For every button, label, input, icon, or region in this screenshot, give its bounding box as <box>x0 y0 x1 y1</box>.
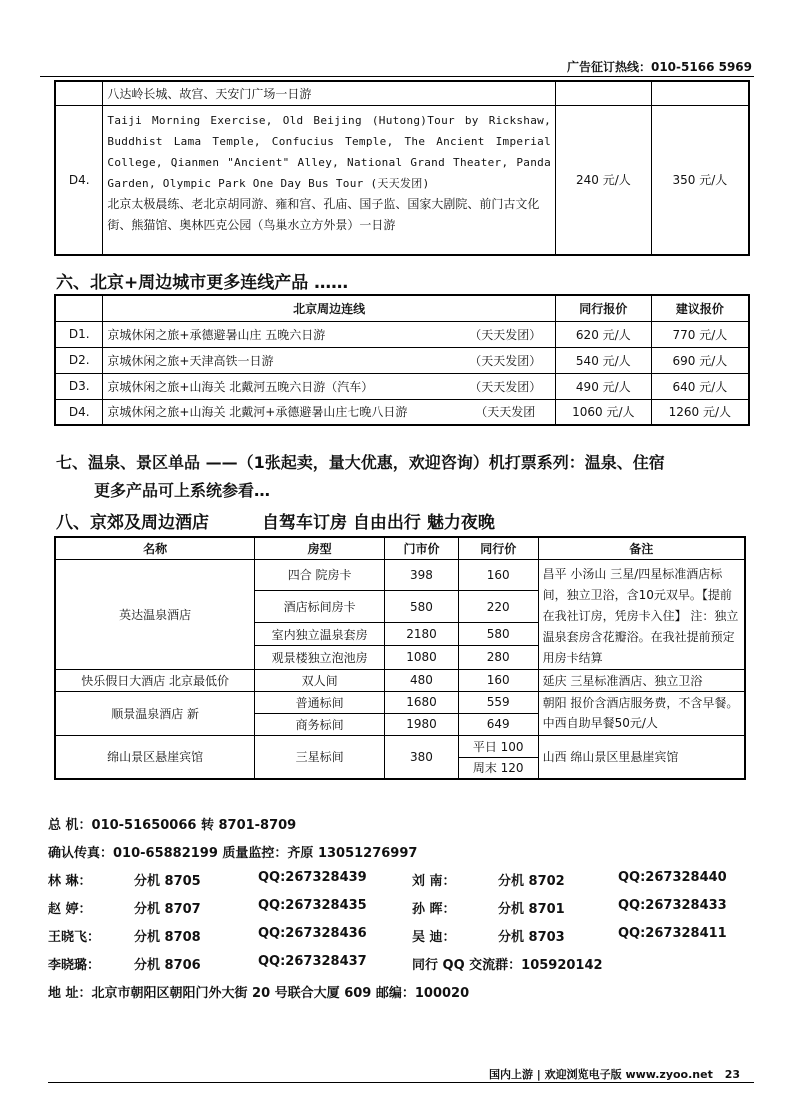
header-hotline: 广告征订热线：010-5166 5969 <box>566 60 752 74</box>
route-name: 京城休闲之旅+山海关 北戴河五晚六日游（汽车） <box>103 373 456 399</box>
route-name: 京城休闲之旅+承德避暑山庄 五晚六日游 <box>103 321 456 347</box>
tour-suggest-price: 350 元/人 <box>651 105 749 255</box>
door-price: 480 <box>385 669 459 691</box>
room-type: 三星标间 <box>255 735 385 779</box>
door-price: 2180 <box>385 622 459 645</box>
header-divider <box>40 76 754 77</box>
hotel-note: 昌平 小汤山 三星/四星标准酒店标间，独立卫浴，含10元双早。【提前在我社订房，凭房卡入住】 注：独立温泉套房含花瓣浴。在我社提前预定用房卡结算 <box>538 559 745 669</box>
room-type: 双人间 <box>255 669 385 691</box>
table-row <box>55 347 749 373</box>
contact-name: 林 琳： <box>48 874 92 889</box>
hotel-name: 顺景温泉酒店 新 <box>55 691 255 735</box>
route-name: 京城休闲之旅+山海关 北戴河+承德避暑山庄七晚八日游 <box>103 399 456 425</box>
route-code: D4. <box>55 399 103 425</box>
table-row <box>55 373 749 399</box>
contact-address: 地 址：北京市朝阳区朝阳门外大街 20 号联合大厦 609 邮编：100020 <box>48 986 470 1001</box>
route-frequency: （天天发团） <box>456 373 556 399</box>
page-number: 23 <box>724 1068 740 1081</box>
tour-code: D4. <box>55 105 103 255</box>
route-suggest-price: 1260 元/人 <box>651 399 749 425</box>
route-name: 京城休闲之旅+天津高铁一日游 <box>103 347 456 373</box>
route-code: D2. <box>55 347 103 373</box>
table-row <box>55 105 749 255</box>
table-row <box>55 691 745 713</box>
contact-qq: QQ:267328440 <box>618 870 727 885</box>
door-price: 1980 <box>385 713 459 735</box>
contact-main-line: 总 机：010-51650066 转 8701-8709 <box>48 818 297 833</box>
qq-group: 同行 QQ 交流群：105920142 <box>412 958 603 973</box>
table-row <box>55 669 745 691</box>
route-suggest-price: 640 元/人 <box>651 373 749 399</box>
contact-ext: 分机 8705 <box>134 874 201 889</box>
hotel-name: 英达温泉酒店 <box>55 559 255 669</box>
col-header-room: 房型 <box>255 537 385 559</box>
peer-price: 580 <box>458 622 538 645</box>
route-suggest-price: 690 元/人 <box>651 347 749 373</box>
contact-name: 王晓飞： <box>48 930 101 945</box>
section7-line1: 七、温泉、景区单品 ——（1张起卖，量大优惠，欢迎咨询）机打票系列：温泉、住宿 <box>56 453 665 472</box>
contact-qq: QQ:267328411 <box>618 926 727 941</box>
contact-ext: 分机 8702 <box>498 874 565 889</box>
section8-title: 八、京郊及周边酒店 <box>56 513 209 533</box>
col-header-door: 门市价 <box>385 537 459 559</box>
door-price: 1680 <box>385 691 459 713</box>
contact-fax-line: 确认传真：010-65882199 质量监控：齐原 13051276997 <box>48 846 418 861</box>
room-type: 普通标间 <box>255 691 385 713</box>
col-header-route: 北京周边连线 <box>103 295 556 321</box>
col-header-name: 名称 <box>55 537 255 559</box>
route-code: D1. <box>55 321 103 347</box>
room-type: 酒店标间房卡 <box>255 591 385 623</box>
table-row <box>55 81 749 105</box>
col-header-suggest: 建议报价 <box>651 295 749 321</box>
contact-ext: 分机 8706 <box>134 958 201 973</box>
tour-description-en: Taiji Morning Exercise, Old Beijing (Hutong)Tour by Rickshaw, Buddhist Lama Temple, Confucius Temple, The Ancient Imperial College, Qianmen "Ancient" Alley, National Grand Theater, Panda Garden, Olympic Park One Day Bus Tour (天天发团) <box>107 113 551 190</box>
contact-name: 李晓璐： <box>48 958 101 973</box>
door-price: 380 <box>385 735 459 779</box>
footer-divider <box>48 1082 754 1083</box>
peer-price: 559 <box>458 691 538 713</box>
contact-ext: 分机 8701 <box>498 902 565 917</box>
footer-text: 国内上游 | 欢迎浏览电子版 www.zyoo.net <box>488 1068 713 1081</box>
table-row <box>55 321 749 347</box>
contact-qq: QQ:267328435 <box>258 898 367 913</box>
tour-peer-price: 240 元/人 <box>556 105 652 255</box>
contact-ext: 分机 8708 <box>134 930 201 945</box>
table-row <box>55 399 749 425</box>
route-peer-price: 1060 元/人 <box>555 399 651 425</box>
hotel-note: 延庆 三星标准酒店、独立卫浴 <box>538 669 745 691</box>
contact-name: 刘 南： <box>412 874 456 889</box>
route-frequency: （天天发团） <box>456 321 556 347</box>
door-price: 580 <box>385 591 459 623</box>
tour-description-cn: 北京太极晨练、老北京胡同游、雍和宫、孔庙、国子监、国家大剧院、前门古文化街、熊猫馆、奥林匹克公园（鸟巢水立方外景）一日游 <box>107 196 540 232</box>
door-price: 398 <box>385 559 459 591</box>
col-header-peer: 同行价 <box>458 537 538 559</box>
contact-ext: 分机 8703 <box>498 930 565 945</box>
peer-price: 160 <box>458 559 538 591</box>
peer-price-weekday: 平日 100 <box>458 735 538 757</box>
footer <box>489 1066 740 1082</box>
room-type: 商务标间 <box>255 713 385 735</box>
hotel-name: 绵山景区悬崖宾馆 <box>55 735 255 779</box>
route-suggest-price: 770 元/人 <box>651 321 749 347</box>
route-peer-price: 490 元/人 <box>555 373 651 399</box>
contact-qq: QQ:267328439 <box>258 870 367 885</box>
peer-price: 160 <box>458 669 538 691</box>
contact-name: 吴 迪： <box>412 930 456 945</box>
room-type: 观景楼独立泡池房 <box>255 646 385 669</box>
hotel-note: 山西 绵山景区里悬崖宾馆 <box>538 735 745 779</box>
hotel-name: 快乐假日大酒店 北京最低价 <box>55 669 255 691</box>
route-peer-price: 620 元/人 <box>555 321 651 347</box>
tour-table <box>54 80 750 256</box>
contact-qq: QQ:267328437 <box>258 954 367 969</box>
route-peer-price: 540 元/人 <box>555 347 651 373</box>
peer-price-weekend: 周末 120 <box>458 757 538 779</box>
contact-ext: 分机 8707 <box>134 902 201 917</box>
route-frequency: （天天发团） <box>456 347 556 373</box>
contact-grid <box>48 870 754 990</box>
section6-title: 六、北京+周边城市更多连线产品 …… <box>56 273 349 293</box>
col-header-note: 备注 <box>538 537 745 559</box>
route-code: D3. <box>55 373 103 399</box>
door-price: 1080 <box>385 646 459 669</box>
table-header-row <box>55 295 749 321</box>
tour-first-line: 八达岭长城、故宫、天安门广场一日游 <box>103 81 556 105</box>
section6-table <box>54 294 750 426</box>
section8-subtitle: 自驾车订房 自由出行 魅力夜晚 <box>262 513 495 533</box>
peer-price: 649 <box>458 713 538 735</box>
room-type: 室内独立温泉套房 <box>255 622 385 645</box>
table-row <box>55 735 745 757</box>
route-frequency: （天天发团 <box>456 399 556 425</box>
section7-line2: 更多产品可上系统参看… <box>94 481 271 500</box>
contact-qq: QQ:267328436 <box>258 926 367 941</box>
peer-price: 280 <box>458 646 538 669</box>
peer-price: 220 <box>458 591 538 623</box>
contact-qq: QQ:267328433 <box>618 898 727 913</box>
hotel-table <box>54 536 746 780</box>
col-header-peer: 同行报价 <box>555 295 651 321</box>
contact-name: 赵 婷： <box>48 902 92 917</box>
table-header-row <box>55 537 745 559</box>
hotel-note: 朝阳 报价含酒店服务费，不含早餐。中西自助早餐50元/人 <box>538 691 745 735</box>
table-row <box>55 559 745 591</box>
contact-name: 孙 晖： <box>412 902 456 917</box>
room-type: 四合 院房卡 <box>255 559 385 591</box>
